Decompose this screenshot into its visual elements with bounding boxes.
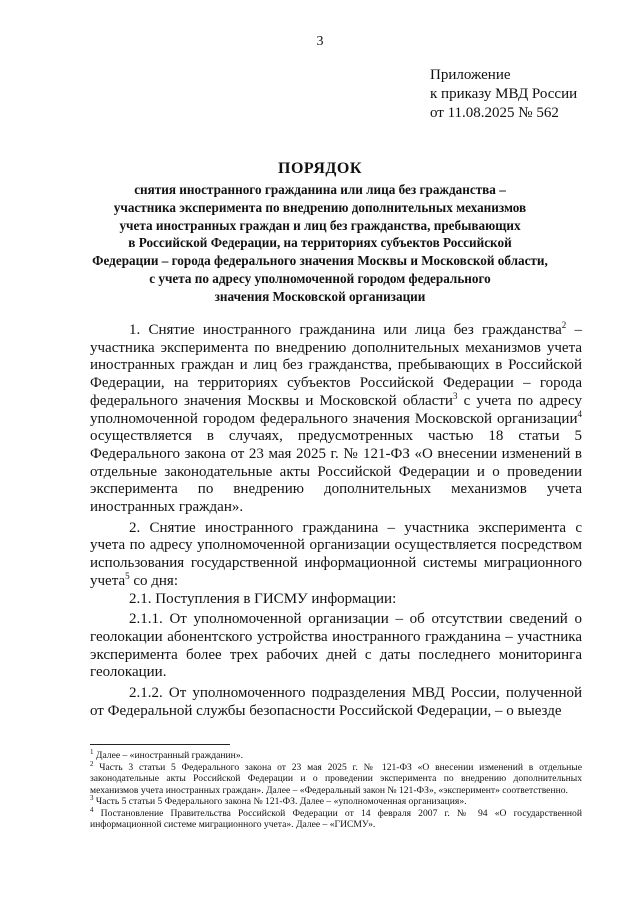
footnote-text: Постановление Правительства Российской Федерации от 14 февраля 2007 г. № 94 «О государственной информационной системе миграционного учета». Далее – «ГИСМУ». bbox=[90, 807, 582, 830]
footnote-ref: 3 bbox=[452, 390, 458, 401]
subtitle-line: в Российской Федерации, на территориях субъектов Российской bbox=[128, 235, 512, 251]
document-body bbox=[90, 322, 582, 720]
paragraph-text: осуществляется в случаях, предусмотренных частью 18 статьи 5 Федерального закона от 23 мая 2025 г. № 121-ФЗ «О внесении изменений в отдельные законодательные акты Российской Федерации и о проведении эксперимента по внедрению дополнительных механизмов учета иностранных граждан». bbox=[90, 428, 582, 516]
footnotes bbox=[90, 747, 582, 831]
appendix-line: от 11.08.2025 № 562 bbox=[430, 105, 559, 121]
footnote-ref: 5 bbox=[125, 570, 130, 581]
footnote bbox=[90, 805, 582, 831]
footnote-separator bbox=[90, 744, 230, 745]
footnote bbox=[90, 747, 582, 762]
paragraph-text: 1. Снятие иностранного гражданина или лица без гражданства bbox=[129, 322, 562, 338]
footnote-number: 2 bbox=[90, 759, 94, 768]
paragraph-text: с учета по адресу уполномоченной городом федерального значения Московской организации bbox=[90, 392, 582, 427]
paragraph-2-1-2: 2.1.2. От уполномоченного подразделения МВД России, полученной от Федеральной службы безопасности Российской Федерации, – о выезде bbox=[90, 685, 582, 719]
appendix-line: к приказу МВД России bbox=[430, 86, 578, 102]
paragraph-text: со дня: bbox=[129, 572, 178, 589]
subtitle-line: с учета по адресу уполномоченной городом федерального bbox=[149, 270, 491, 286]
page-number: 3 bbox=[316, 34, 324, 49]
footnote-number: 4 bbox=[90, 805, 94, 814]
paragraph-1 bbox=[90, 322, 582, 517]
footnote-number: 3 bbox=[90, 793, 94, 802]
document-subtitle bbox=[70, 181, 570, 306]
footnote-ref: 4 bbox=[577, 408, 582, 419]
subtitle-line: значения Московской организации bbox=[214, 288, 426, 304]
paragraph-text: – участника эксперимента по внедрению дополнительных механизмов учета иностранных граждан и лиц без гражданства, пребывающих в Российской Федерации, на территориях субъектов Российской Федерации – города федерального значения Москвы и Московской области bbox=[90, 322, 582, 409]
footnote-text: Далее – «иностранный гражданин». bbox=[93, 750, 244, 761]
footnote-ref: 2 bbox=[561, 320, 567, 330]
subtitle-line: участника эксперимента по внедрению дополнительных механизмов bbox=[113, 199, 527, 215]
paragraph-2-1: 2.1. Поступления в ГИСМУ информации: bbox=[129, 590, 397, 607]
paragraph-text: 2. Снятие иностранного гражданина – участника эксперимента с учета по адресу уполномоченной организации осуществляется посредством использования государственной информационной системы миграционного учета bbox=[90, 519, 582, 589]
footnote-text: Часть 5 статьи 5 Федерального закона № 121-ФЗ. Далее – «уполномоченная организация». bbox=[93, 796, 467, 807]
appendix-line: Приложение bbox=[430, 67, 511, 83]
footnote bbox=[90, 793, 582, 808]
subtitle-line: Федерации – города федерального значения Москвы и Московской области, bbox=[92, 253, 548, 269]
subtitle-line: снятия иностранного гражданина или лица без гражданства – bbox=[134, 182, 506, 197]
paragraph-2 bbox=[90, 520, 582, 591]
footnote-number: 1 bbox=[90, 747, 94, 756]
footnote-text: Часть 3 статьи 5 Федерального закона от 23 мая 2025 г. № 121-ФЗ «О внесении изменений в отдельные законодательные акты Российской Федерации и о проведении эксперимента по внедрению дополнительных механизмов учета иностранных граждан». Далее – «Федеральный закон № 121-ФЗ», «эксперимент» соответственно. bbox=[90, 761, 582, 796]
paragraph-2-1-1: 2.1.1. От уполномоченной организации – об отсутствии сведений о геолокации абонентского устройства иностранного гражданина – участника эксперимента более трех рабочих дней с даты последнего мониторинга геолокации. bbox=[90, 611, 582, 681]
document-title: ПОРЯДОК bbox=[278, 160, 362, 177]
subtitle-line: учета иностранных граждан и лиц без гражданства, пребывающих bbox=[119, 217, 521, 233]
appendix-block bbox=[430, 66, 577, 123]
footnote bbox=[90, 759, 582, 797]
